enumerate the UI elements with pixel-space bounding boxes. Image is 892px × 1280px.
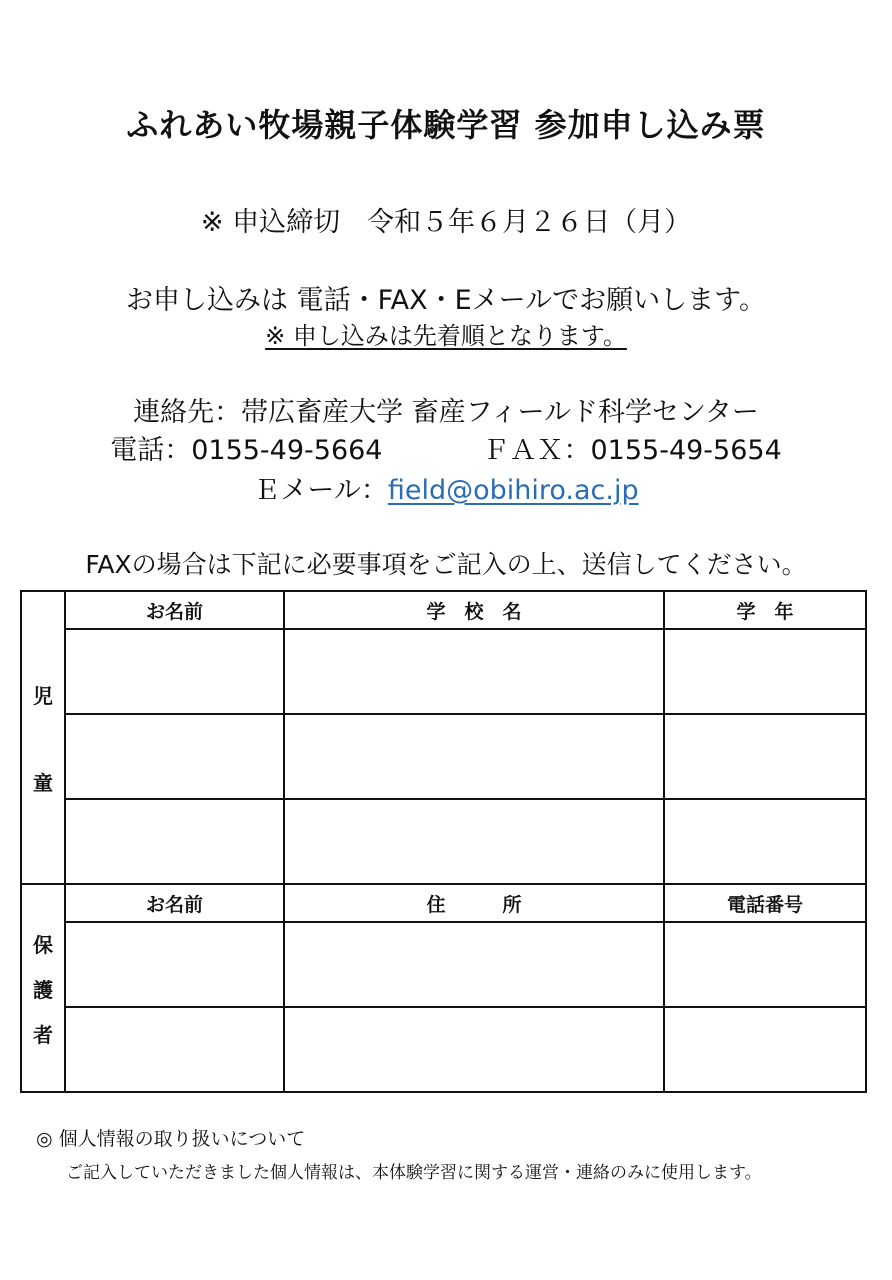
contact-fax: ＦＡＸ：0155-49-5654 (482, 435, 782, 466)
contact-email (0, 468, 892, 507)
email-label: Ｅメール： (253, 475, 388, 506)
child-grade-header: 学 年 (664, 591, 866, 629)
guardian-label-char: 者 (33, 1022, 53, 1047)
email-link[interactable]: field@obihiro.ac.jp (387, 475, 639, 506)
contact-phone-fax (0, 428, 892, 467)
guardian-address-header: 住 所 (284, 884, 664, 922)
contact-phone: 電話：0155-49-5664 (110, 435, 383, 466)
privacy-title: ◎ 個人情報の取り扱いについて (36, 1128, 306, 1150)
child-row (21, 629, 866, 714)
child-label-char: 童 (33, 770, 53, 795)
privacy-body: ご記入していただきました個人情報は、本体験学習に関する運営・連絡のみに使用します。 (66, 1163, 762, 1183)
first-come-note (0, 316, 892, 351)
first-come-note-text: ※ 申し込みは先着順となります。 (265, 322, 627, 350)
child-school-field[interactable] (284, 799, 664, 884)
guardian-label-char: 護 (33, 977, 53, 1002)
guardian-phone-header: 電話番号 (664, 884, 866, 922)
guardian-header-row (21, 884, 866, 922)
child-header-row (21, 591, 866, 629)
child-school-field[interactable] (284, 714, 664, 799)
guardian-row (21, 922, 866, 1007)
child-name-field[interactable] (65, 629, 284, 714)
child-name-header: お名前 (65, 591, 284, 629)
application-form-table (20, 590, 867, 1093)
guardian-name-field[interactable] (65, 1007, 284, 1092)
child-grade-field[interactable] (664, 629, 866, 714)
child-grade-field[interactable] (664, 714, 866, 799)
guardian-row (21, 1007, 866, 1092)
guardian-label-char: 保 (33, 932, 53, 957)
guardian-address-field[interactable] (284, 1007, 664, 1092)
guardian-phone-field[interactable] (664, 1007, 866, 1092)
child-school-header: 学 校 名 (284, 591, 664, 629)
child-grade-field[interactable] (664, 799, 866, 884)
guardian-name-header: お名前 (65, 884, 284, 922)
guardian-address-field[interactable] (284, 922, 664, 1007)
child-school-field[interactable] (284, 629, 664, 714)
form-title: ふれあい牧場親子体験学習 参加申し込み票 (126, 106, 766, 144)
guardian-name-field[interactable] (65, 922, 284, 1007)
deadline-text: ※ 申込締切 令和５年６月２６日（月） (200, 207, 692, 238)
guardian-section-label (21, 884, 65, 1092)
child-label-char: 児 (33, 683, 53, 708)
guardian-phone-field[interactable] (664, 922, 866, 1007)
child-row (21, 714, 866, 799)
child-section-label (21, 591, 65, 884)
application-method-text: お申し込みは 電話・FAX・Eメールでお願いします。 (126, 285, 766, 316)
contact-organization: 連絡先：帯広畜産大学 畜産フィールド科学センター (133, 397, 759, 428)
child-name-field[interactable] (65, 799, 284, 884)
fax-instruction: FAXの場合は下記に必要事項をご記入の上、送信してください。 (85, 550, 807, 579)
child-name-field[interactable] (65, 714, 284, 799)
child-row (21, 799, 866, 884)
